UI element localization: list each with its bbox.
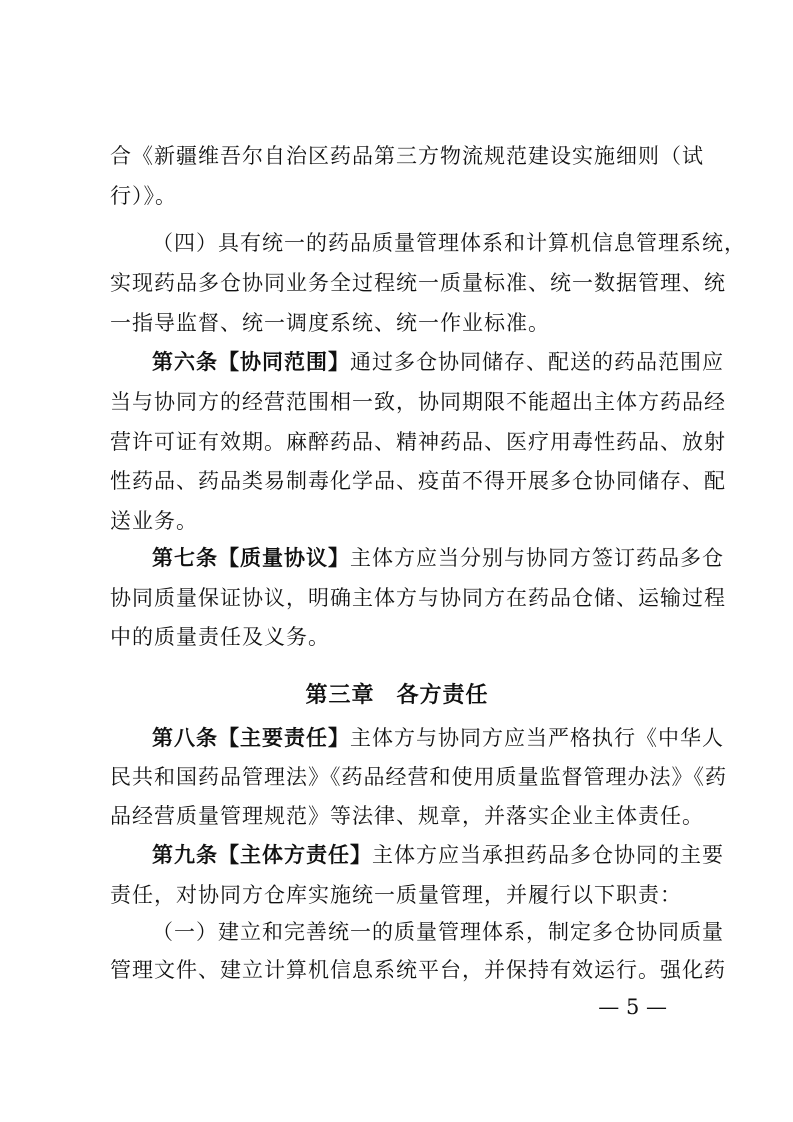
body-text-line: 民共和国药品管理法》《药品经营和使用质量监督管理办法》《药 [110,765,727,789]
body-text-line: 实现药品多仓协同业务全过程统一质量标准、统一数据管理、统 [110,271,726,295]
chapter-number: 第三章 [305,683,375,708]
article-8-heading: 第八条【主要责任】 [152,726,350,750]
article-7-heading: 第七条【质量协议】 [152,546,350,570]
page-number: — 5 — [598,995,667,1019]
article-8-text: 主体方与协同方应当严格执行《中华人 [350,726,724,750]
body-text-line: 一指导监督、统一调度系统、统一作业标准。 [110,311,550,335]
article-9-heading: 第九条【主体方责任】 [152,843,372,867]
article-7-line [152,543,724,573]
chapter-title: 各方责任 [396,683,489,708]
article-6-text: 通过多仓协同储存、配送的药品范围应 [350,350,724,374]
article-8-line [152,723,724,753]
chapter-heading [110,681,684,711]
article-9-text: 主体方应当承担药品多仓协同的主要 [372,843,724,867]
body-text-line: 营许可证有效期。麻醉药品、精神药品、医疗用毒性药品、放射 [110,430,726,454]
body-text-line: 中的质量责任及义务。 [110,625,330,649]
body-text-line: 协同质量保证协议，明确主体方与协同方在药品仓储、运输过程 [110,586,726,610]
body-text-line: 合《新疆维吾尔自治区药品第三方物流规范建设实施细则（试 [110,144,704,168]
body-text-line: 送业务。 [110,509,198,533]
body-text-line: 管理文件、建立计算机信息系统平台，并保持有效运行。强化药 [110,958,726,982]
body-text-line: 性药品、药品类易制毒化学品、疫苗不得开展多仓协同储存、配 [110,469,726,493]
article-7-text: 主体方应当分别与协同方签订药品多仓 [350,546,724,570]
article-6-heading: 第六条【协同范围】 [152,350,350,374]
body-text-line: 责任，对协同方仓库实施统一质量管理，并履行以下职责： [110,883,682,907]
body-text-line: 行）》。 [110,184,177,208]
article-6-line [152,347,724,377]
clause-item-4: （四）具有统一的药品质量管理体系和计算机信息管理系统， [152,231,746,255]
article-9-line [152,840,724,870]
body-text-line: 品经营质量管理规范》等法律、规章，并落实企业主体责任。 [110,804,704,828]
clause-item-1: （一）建立和完善统一的质量管理体系，制定多仓协同质量 [152,920,724,944]
body-text-line: 当与协同方的经营范围相一致，协同期限不能超出主体方药品经 [110,390,726,414]
